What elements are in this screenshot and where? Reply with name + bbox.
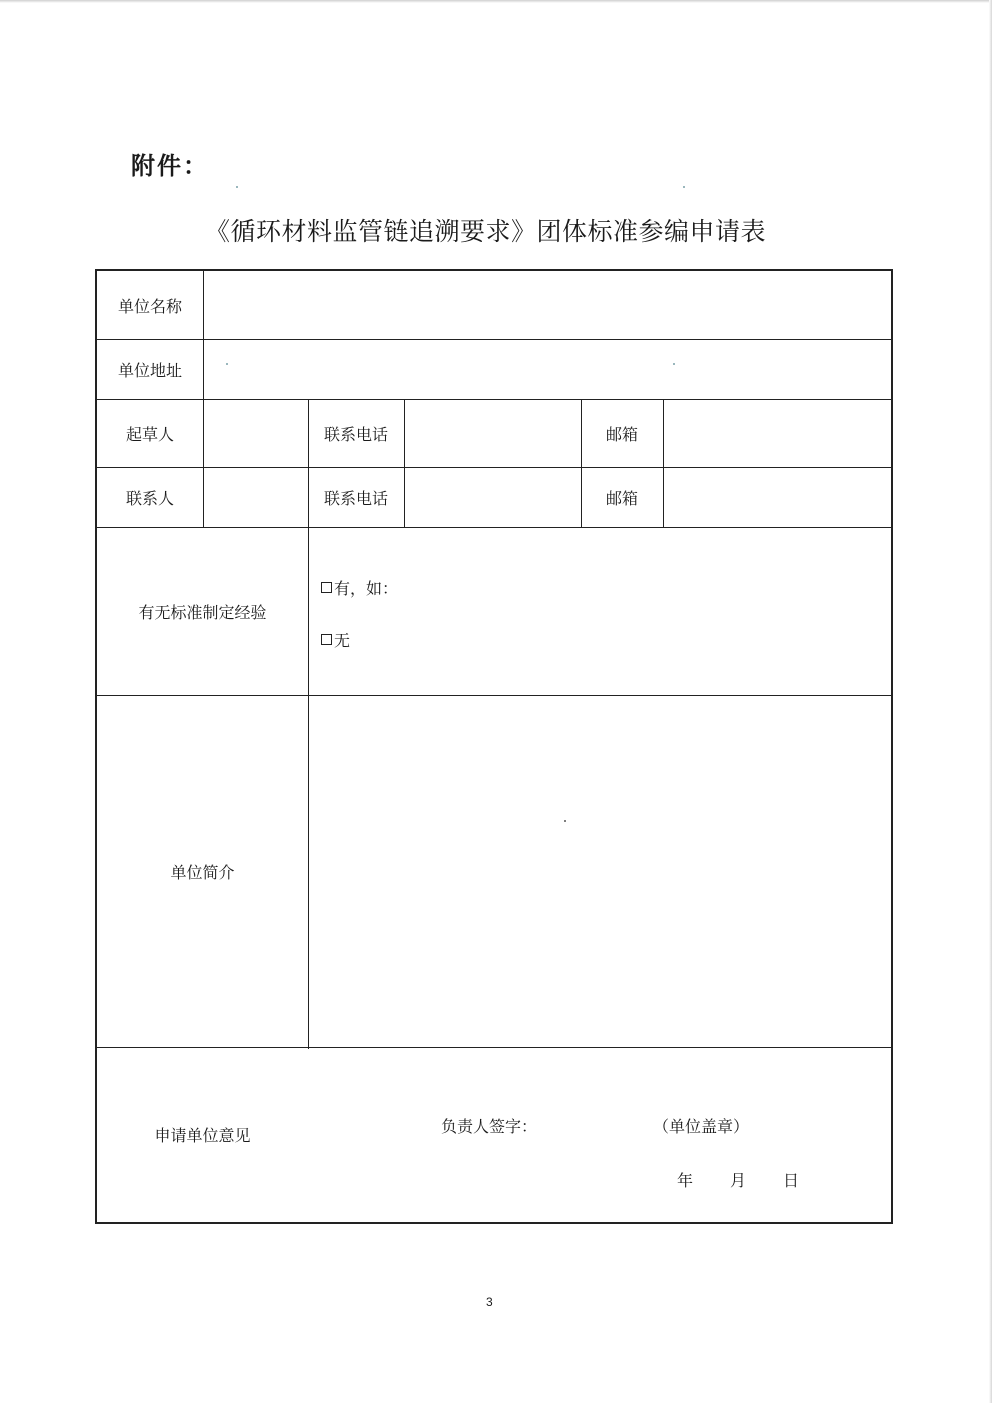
experience-no-option[interactable] (321, 628, 350, 651)
scan-speck (236, 186, 238, 188)
drafter-field[interactable] (203, 399, 308, 467)
scan-speck (226, 363, 228, 365)
experience-no-label: 无 (334, 631, 351, 650)
date-day: 日 (783, 1171, 800, 1190)
signature-label: 负责人签字： (441, 1117, 538, 1136)
contact-email-label: 邮箱 (605, 488, 638, 508)
checkbox-no[interactable] (321, 634, 332, 645)
contact-phone-field[interactable] (404, 467, 581, 527)
checkbox-yes[interactable] (321, 582, 332, 593)
intro-label: 单位简介 (170, 862, 235, 882)
experience-yes-option[interactable] (321, 576, 398, 599)
org-name-label: 单位名称 (117, 296, 182, 316)
date-year: 年 (677, 1171, 694, 1190)
contact-email-field[interactable] (663, 467, 891, 527)
scan-speck (564, 820, 566, 822)
form-title: 《循环材料监管链追溯要求》团体标准参编申请表 (205, 217, 767, 246)
experience-yes-label: 有，如： (334, 579, 399, 598)
drafter-phone-label: 联系电话 (323, 424, 388, 444)
scan-edge-top (0, 0, 992, 3)
attachment-label: 附件： (131, 152, 209, 180)
org-address-label: 单位地址 (117, 360, 182, 380)
drafter-email-label: 邮箱 (605, 424, 638, 444)
scan-speck (683, 186, 685, 188)
date-month: 月 (730, 1171, 747, 1190)
experience-label: 有无标准制定经验 (138, 602, 267, 622)
scan-speck (673, 363, 675, 365)
intro-field[interactable] (308, 695, 891, 1047)
drafter-label: 起草人 (125, 424, 174, 444)
contact-phone-label: 联系电话 (323, 488, 388, 508)
org-address-field[interactable] (203, 339, 891, 399)
contact-label: 联系人 (125, 488, 174, 508)
contact-field[interactable] (203, 467, 308, 527)
opinion-label: 申请单位意见 (154, 1126, 251, 1145)
page-number: 3 (486, 1295, 493, 1309)
drafter-phone-field[interactable] (404, 399, 581, 467)
seal-label: （单位盖章） (653, 1117, 750, 1136)
drafter-email-field[interactable] (663, 399, 891, 467)
org-name-field[interactable] (203, 271, 891, 339)
application-form-table (95, 269, 893, 1224)
